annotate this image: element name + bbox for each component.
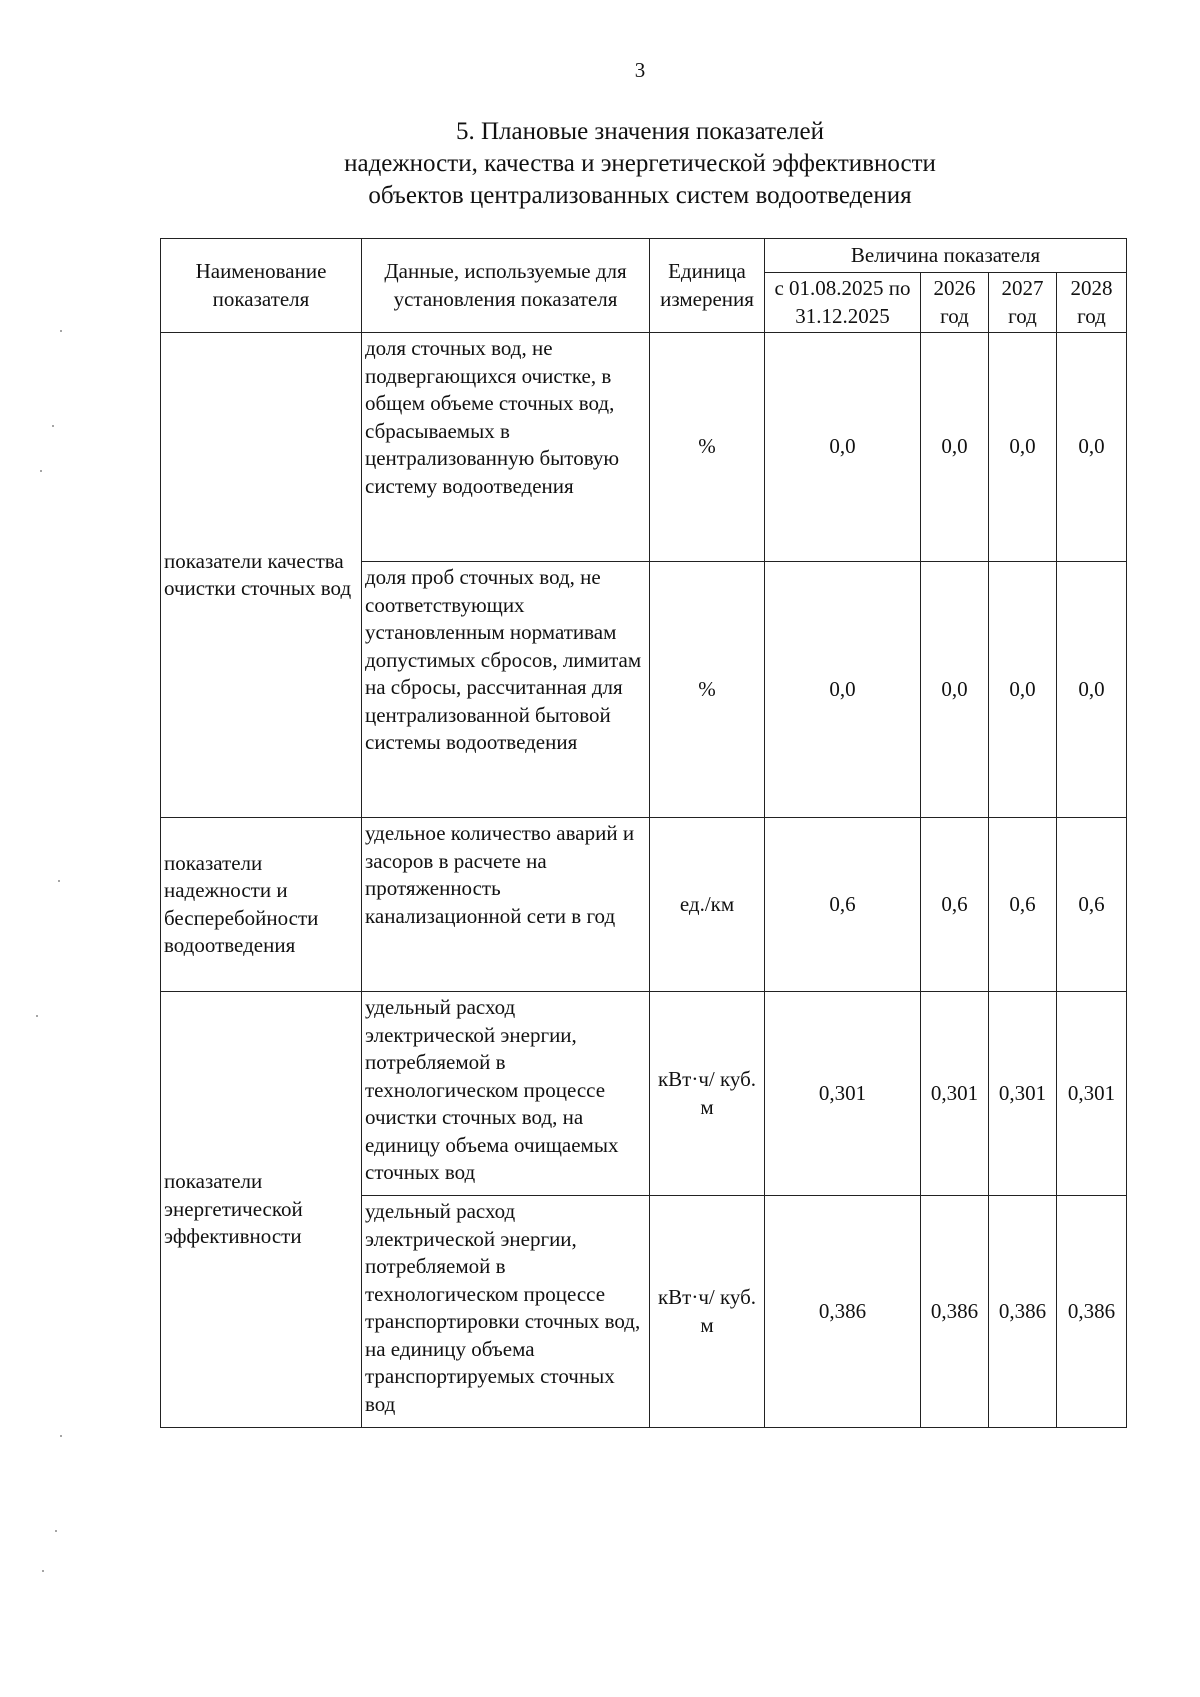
row-data-text: удельный расход электрической энергии, потребляемой в технологическом процессе очистки сточных вод, на единицу объема очищаемых сточных вод (362, 992, 650, 1196)
page-number: 3 (634, 58, 646, 82)
row-value-2027: 0,301 (989, 992, 1057, 1196)
row-data-text: доля проб сточных вод, не соответствующих установленным нормативам допустимых сбросов, лимитам на сбросы, рассчитанная для централизованной бытовой системы водоотведения (362, 562, 650, 818)
row-value-2026: 0,386 (921, 1196, 989, 1428)
group-name-reliability (161, 818, 362, 992)
row-value-2026: 0,0 (921, 333, 989, 562)
row-value-2026: 0,6 (921, 818, 989, 992)
row-value-2028: 0,0 (1057, 333, 1127, 562)
row-value-2025: 0,0 (765, 333, 921, 562)
group-name-quality: показатели качества очистки сточных вод (161, 333, 362, 818)
header-unit: Единица измерения (650, 239, 765, 333)
row-value-2027: 0,386 (989, 1196, 1057, 1428)
header-period-2025: с 01.08.2025 по 31.12.2025 (765, 273, 921, 333)
header-year-2028: 2028 год (1057, 273, 1127, 333)
scan-speck (58, 880, 60, 882)
row-value-2025: 0,0 (765, 562, 921, 818)
header-name: Наименование показателя (161, 239, 362, 333)
scan-speck (52, 425, 54, 427)
header-year-2026: 2026 год (921, 273, 989, 333)
row-value-2027: 0,0 (989, 333, 1057, 562)
row-unit: ед./км (650, 818, 765, 992)
header-data: Данные, используемые для установления показателя (362, 239, 650, 333)
row-value-2028: 0,301 (1057, 992, 1127, 1196)
row-data-text: доля сточных вод, не подвергающихся очистке, в общем объеме сточных вод, сбрасываемых в централизованную бытовую систему водоотведения (362, 333, 650, 562)
document-title (0, 116, 1200, 212)
table-row (161, 333, 1127, 562)
row-value-2028: 0,0 (1057, 562, 1127, 818)
row-unit: кВт·ч/ куб. м (650, 1196, 765, 1428)
row-value-2028: 0,386 (1057, 1196, 1127, 1428)
row-value-2025: 0,386 (765, 1196, 921, 1428)
scan-speck (40, 470, 42, 472)
scan-speck (36, 1015, 38, 1017)
row-value-2025: 0,6 (765, 818, 921, 992)
row-data-text: удельный расход электрической энергии, потребляемой в технологическом процессе транспортировки сточных вод, на единицу объема транспортируемых сточных вод (362, 1196, 650, 1428)
row-unit: кВт·ч/ куб. м (650, 992, 765, 1196)
table-row (161, 818, 1127, 992)
row-value-2027: 0,6 (989, 818, 1057, 992)
row-value-2026: 0,301 (921, 992, 989, 1196)
row-value-2025: 0,301 (765, 992, 921, 1196)
table-row (161, 992, 1127, 1196)
row-unit: % (650, 333, 765, 562)
scan-speck (60, 1435, 62, 1437)
indicators-table (160, 238, 1127, 1428)
row-value-2027: 0,0 (989, 562, 1057, 818)
title-line-3: объектов централизованных систем водоотведения (368, 182, 912, 209)
row-unit: % (650, 562, 765, 818)
scan-speck (60, 330, 62, 332)
row-value-2026: 0,0 (921, 562, 989, 818)
row-value-2028: 0,6 (1057, 818, 1127, 992)
header-value-group: Величина показателя (765, 239, 1127, 273)
group-name-energy: показатели энергетической эффективности (161, 992, 362, 1428)
header-year-2027: 2027 год (989, 273, 1057, 333)
row-data-text: удельное количество аварий и засоров в расчете на протяженность канализационной сети в год (362, 818, 650, 992)
title-line-2: надежности, качества и энергетической эффективности (344, 150, 936, 177)
scan-speck (42, 1570, 44, 1572)
scan-speck (55, 1530, 57, 1532)
title-line-1: 5. Плановые значения показателей (455, 118, 825, 145)
group-name-reliability-text: показатели надежности и бесперебойности водоотведения (164, 850, 319, 957)
